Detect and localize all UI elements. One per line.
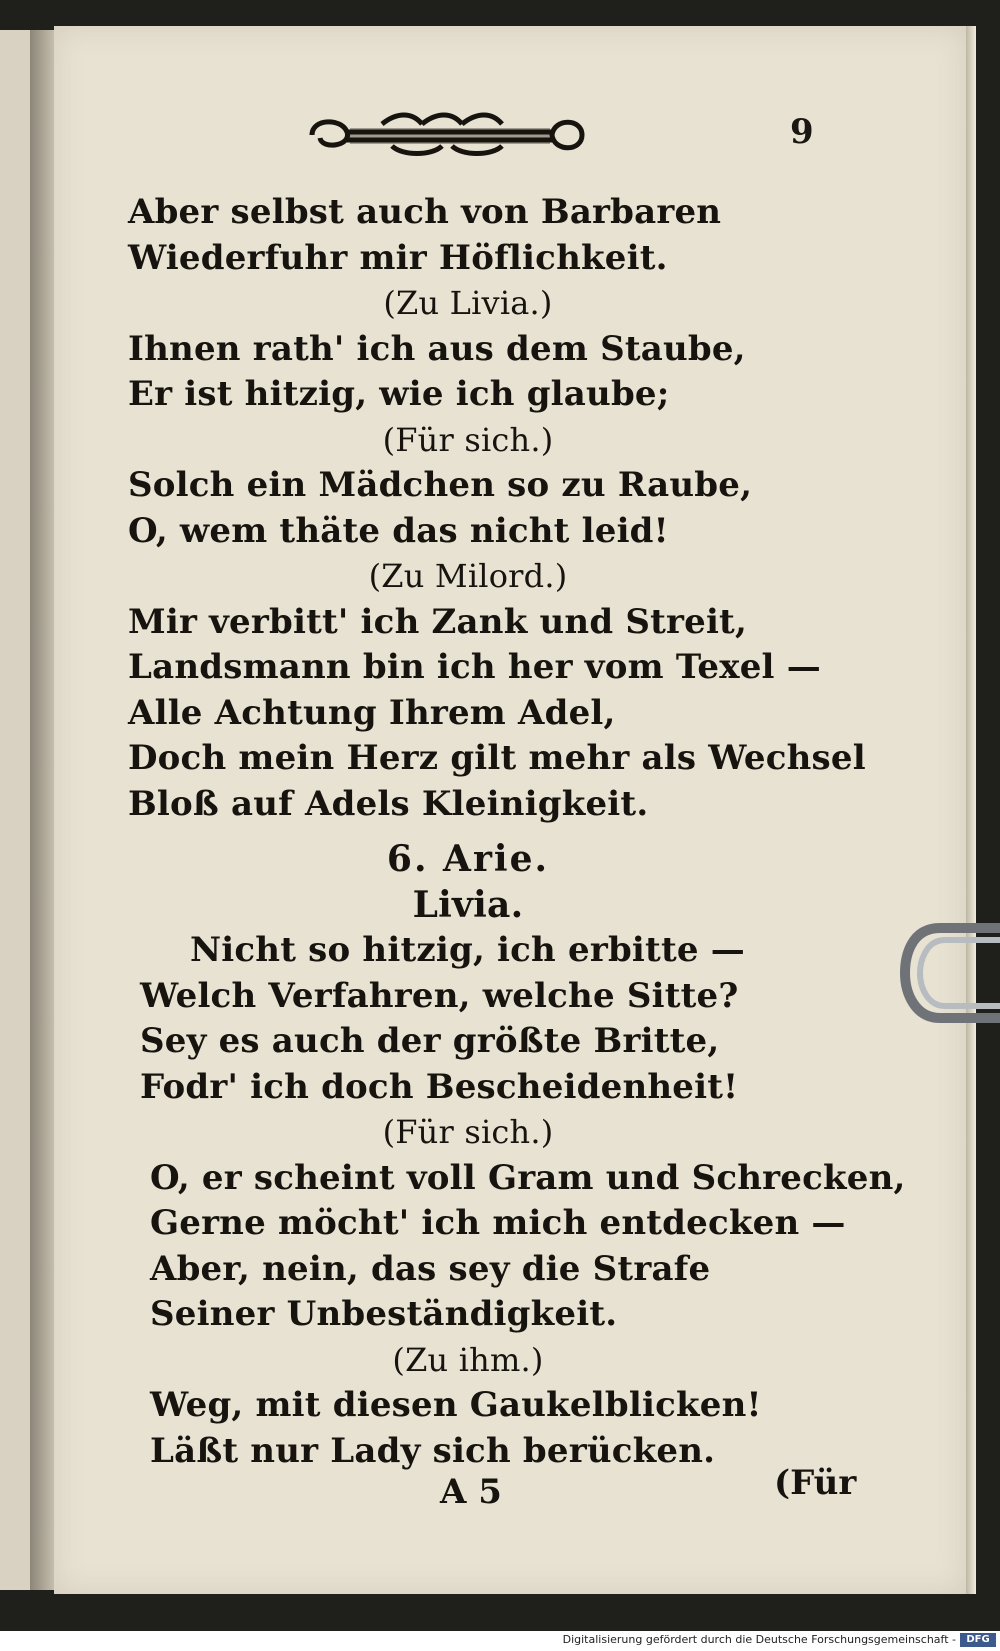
stage-direction: (Zu ihm.) — [392, 1340, 544, 1379]
facing-page-edge — [0, 30, 32, 1590]
verse-line: Gerne möcht' ich mich entdecken — — [150, 1203, 846, 1243]
verse-line: Aber, nein, das sey die Strafe — [150, 1248, 711, 1289]
verse-line: Bloß auf Adels Kleinigkeit. — [128, 783, 649, 824]
stage-direction: (Zu Livia.) — [383, 284, 553, 322]
verse-line: Aber selbst auch von Barbaren — [128, 192, 722, 232]
header-ornament — [302, 110, 592, 160]
verse-line: Nicht so hitzig, ich erbitte — — [190, 930, 745, 970]
verse-line: Welch Verfahren, welche Sitte? — [140, 975, 739, 1016]
speaker-name: Livia. — [412, 883, 524, 926]
verse-text — [128, 190, 906, 1474]
verse-line: Doch mein Herz gilt mehr als Wechsel — [128, 738, 866, 778]
verse-line: Solch ein Mädchen so zu Raube, — [128, 465, 753, 505]
verse-line: Seiner Unbeständigkeit. — [150, 1294, 618, 1334]
stage-direction: (Zu Milord.) — [368, 557, 568, 595]
verse-line: Läßt nur Lady sich berücken. — [150, 1430, 716, 1471]
verse-line: Wiederfuhr mir Höflichkeit. — [128, 237, 668, 278]
verse-line: Er ist hitzig, wie ich glaube; — [128, 374, 670, 414]
verse-line: Sey es auch der größte Britte, — [140, 1021, 720, 1061]
verse-line: Mir verbitt' ich Zank und Streit, — [128, 601, 747, 642]
signature-mark: A 5 — [440, 1472, 502, 1512]
digitization-credit: Digitalisierung gefördert durch die Deutsche Forschungsgemeinschaft - — [562, 1633, 956, 1646]
verse-line: Fodr' ich doch Bescheidenheit! — [140, 1066, 739, 1107]
page-number: 9 — [790, 112, 814, 152]
verse-line: Alle Achtung Ihrem Adel, — [128, 692, 616, 733]
paper-clip-icon — [900, 918, 1000, 1028]
page-edge — [966, 26, 976, 1594]
verse-line: Weg, mit diesen Gaukelblicken! — [150, 1385, 762, 1425]
dfg-logo: DFG — [960, 1633, 996, 1647]
aria-heading: 6. Arie. — [386, 838, 550, 880]
stage-direction: (Für sich.) — [382, 420, 554, 459]
verse-line: Ihnen rath' ich aus dem Staube, — [128, 328, 746, 369]
stage-direction: (Für sich.) — [382, 1113, 554, 1151]
catchword: (Für — [774, 1463, 857, 1503]
verse-line: O, er scheint voll Gram und Schrecken, — [150, 1157, 906, 1198]
verse-line: O, wem thäte das nicht leid! — [128, 510, 669, 551]
verse-line: Landsmann bin ich her vom Texel — — [128, 647, 821, 687]
